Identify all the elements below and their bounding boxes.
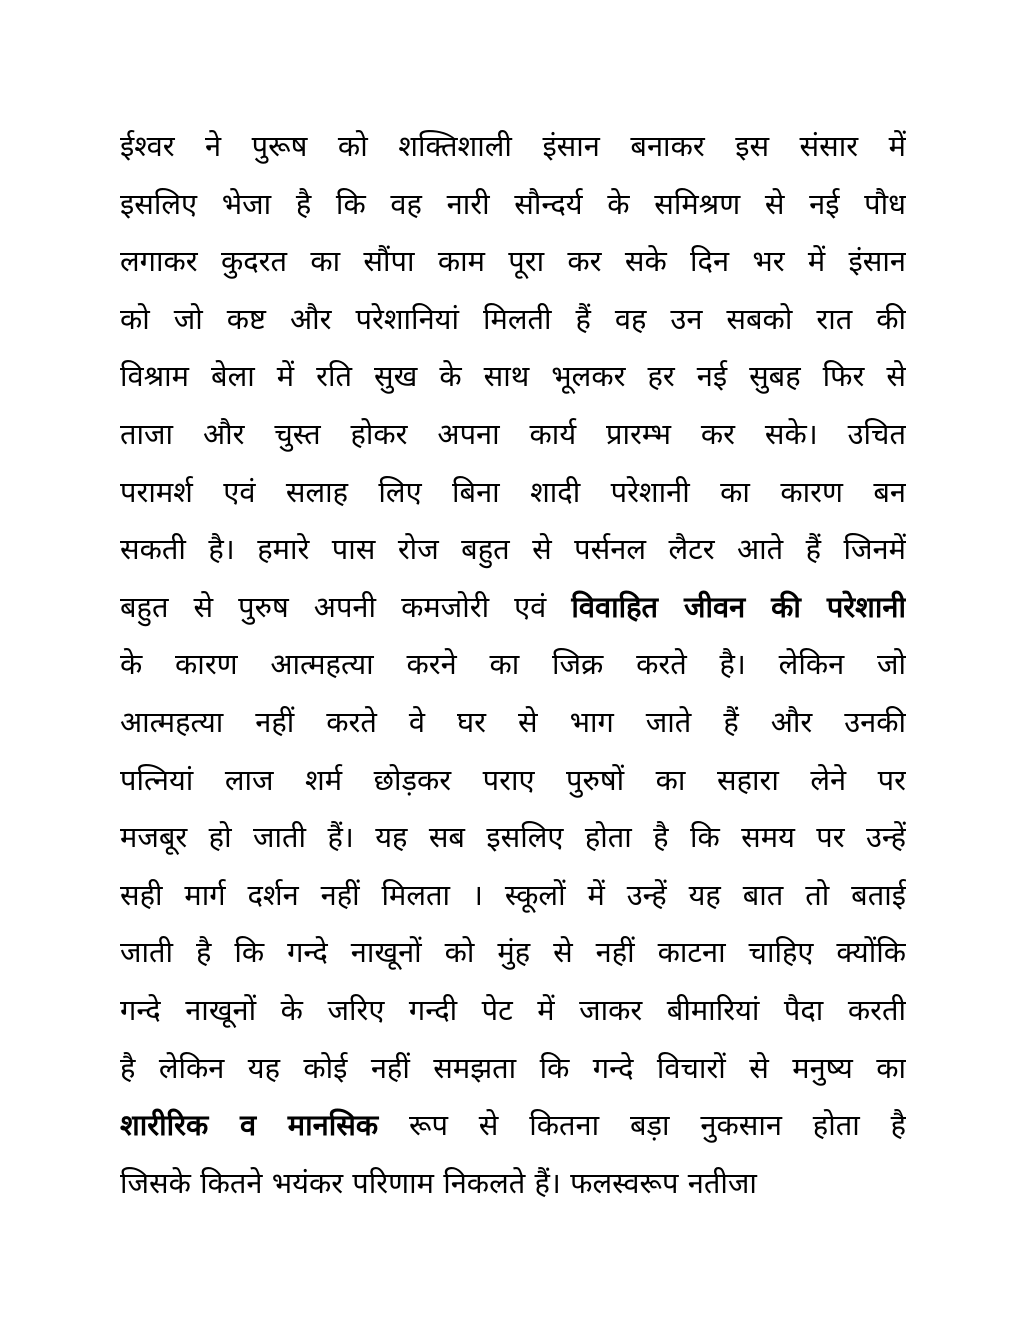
text-line-14 xyxy=(120,867,906,925)
text-line-7 xyxy=(120,464,906,522)
text-segment: गन्दे नाखूनों के जरिए गन्दी पेट में जाकर बीमारियां पैदा करती xyxy=(120,992,906,1027)
text-line-11 xyxy=(120,694,906,752)
text-segment: जिसके कितने भयंकर परिणाम निकलते हैं। फलस्वरूप नतीजा xyxy=(120,1165,757,1200)
text-segment: इसलिए भेजा है कि वह नारी सौन्दर्य के समिश्रण से नई पौध xyxy=(120,186,906,221)
text-segment: विश्राम बेला में रति सुख के साथ भूलकर हर नई सुबह फिर से xyxy=(120,359,906,394)
text-segment: पत्नियां लाज शर्म छोड़कर पराए पुरुषों का सहारा लेने पर xyxy=(120,762,906,797)
text-segment: सही मार्ग दर्शन नहीं मिलता । स्कूलों में उन्हें यह बात तो बताई xyxy=(120,877,906,912)
text-line-15 xyxy=(120,924,906,982)
text-line-2 xyxy=(120,176,906,234)
text-line-17 xyxy=(120,1040,906,1098)
text-segment: है लेकिन यह कोई नहीं समझता कि गन्दे विचारों से मनुष्य का xyxy=(120,1050,906,1085)
text-segment: सकती है। हमारे पास रोज बहुत से पर्सनल लैटर आते हैं जिनमें xyxy=(120,532,906,567)
text-segment: को जो कष्ट और परेशानियां मिलती हैं वह उन सबको रात की xyxy=(120,301,906,336)
bold-phrase: शारीरिक व मानसिक xyxy=(120,1108,379,1143)
text-segment: ईश्वर ने पुरूष को शक्तिशाली इंसान बनाकर इस संसार में xyxy=(120,129,906,163)
text-segment: जाती है कि गन्दे नाखूनों को मुंह से नहीं काटना चाहिए क्योंकि xyxy=(120,935,906,970)
text-line-1 xyxy=(120,118,906,176)
text-segment: रूप से कितना बड़ा नुकसान होता है xyxy=(378,1108,906,1143)
text-line-3 xyxy=(120,233,906,291)
text-segment: आत्महत्या नहीं करते वे घर से भाग जाते हैं और उनकी xyxy=(120,704,906,739)
text-line-13 xyxy=(120,809,906,867)
text-segment: परामर्श एवं सलाह लिए बिना शादी परेशानी का कारण बन xyxy=(120,474,906,509)
text-line-5 xyxy=(120,348,906,406)
text-segment: मजबूर हो जाती हैं। यह सब इसलिए होता है कि समय पर उन्हें xyxy=(120,820,906,855)
text-segment: बहुत से पुरुष अपनी कमजोरी एवं xyxy=(120,589,572,624)
text-line-10 xyxy=(120,636,906,694)
text-segment: ताजा और चुस्त होकर अपना कार्य प्रारम्भ कर सके। उचित xyxy=(120,416,906,451)
text-line-16 xyxy=(120,982,906,1040)
text-segment: लगाकर कुदरत का सौंपा काम पूरा कर सके दिन भर में इंसान xyxy=(120,244,906,279)
bold-phrase: विवाहित जीवन की परेशानी xyxy=(571,589,906,624)
text-line-4 xyxy=(120,291,906,349)
text-line-19 xyxy=(120,1155,906,1213)
text-line-9 xyxy=(120,579,906,637)
text-line-18 xyxy=(120,1097,906,1155)
text-line-8 xyxy=(120,521,906,579)
body-paragraph xyxy=(120,118,906,1212)
text-line-6 xyxy=(120,406,906,464)
text-line-12 xyxy=(120,752,906,810)
text-segment: के कारण आत्महत्या करने का जिक्र करते है। लेकिन जो xyxy=(120,647,906,682)
